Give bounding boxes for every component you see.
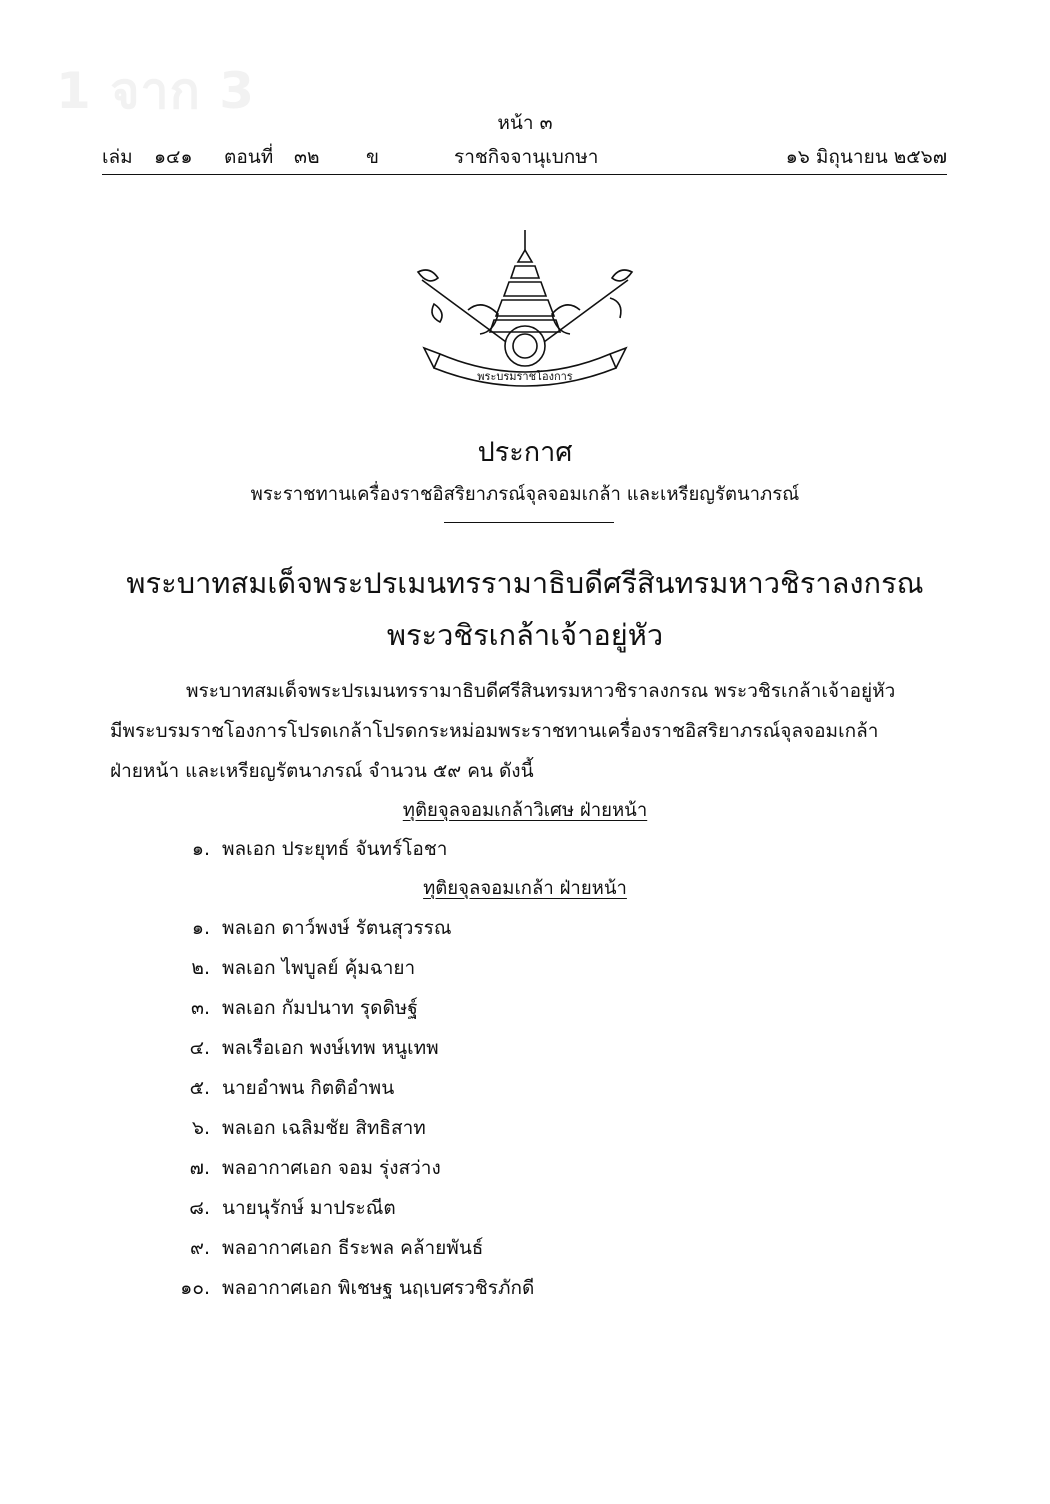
item-number: ๑. xyxy=(191,917,210,939)
item-number: ๖. xyxy=(191,1117,210,1139)
item-name: พลเอก กัมปนาท รุดดิษฐ์ xyxy=(222,997,418,1019)
item-name: พลเอก เฉลิมชัย สิทธิสาท xyxy=(222,1117,426,1139)
item-number: ๘. xyxy=(189,1197,210,1219)
section-heading-text: ทุติยจุลจอมเกล้าวิเศษ ฝ่ายหน้า xyxy=(402,800,648,821)
section-letter: ข xyxy=(366,146,379,168)
page-number: หน้า ๓ xyxy=(497,112,553,134)
item-number: ๓. xyxy=(190,997,210,1019)
item-number: ๒. xyxy=(191,957,210,979)
item-number: ๕. xyxy=(189,1077,210,1099)
king-name-line2: พระวชิรเกล้าเจ้าอยู่หัว xyxy=(386,618,664,652)
announcement-title: ประกาศ xyxy=(477,437,573,468)
item-number: ๗. xyxy=(189,1157,210,1179)
royal-emblem-icon xyxy=(410,222,640,394)
item-name: พลเอก ดาว์พงษ์ รัตนสุวรรณ xyxy=(222,917,452,939)
announcement-subtitle: พระราชทานเครื่องราชอิสริยาภรณ์จุลจอมเกล้า และเหรียญรัตนาภรณ์ xyxy=(250,484,800,505)
body-line1: พระบาทสมเด็จพระปรเมนทรรามาธิบดีศรีสินทรมหาวชิราลงกรณ พระวชิรเกล้าเจ้าอยู่หัว xyxy=(186,680,896,702)
section-heading xyxy=(0,874,1050,903)
gazette-header xyxy=(102,142,947,172)
item-number: ๔. xyxy=(189,1037,210,1059)
item-name: นายอำพน กิตติอำพน xyxy=(222,1077,395,1099)
item-name: พลอากาศเอก ธีระพล คล้ายพันธ์ xyxy=(222,1237,484,1259)
item-name: พลเอก ไพบูลย์ คุ้มฉายา xyxy=(222,957,416,979)
volume-label: เล่ม xyxy=(102,146,133,168)
section-heading xyxy=(0,796,1050,825)
issue-number: ๓๒ xyxy=(294,146,320,168)
title-divider xyxy=(444,522,614,523)
item-name: พลเอก ประยุทธ์ จันทร์โอชา xyxy=(222,838,448,860)
page-count-watermark: 1 จาก 3 xyxy=(56,62,256,120)
gazette-name: ราชกิจจานุเบกษา xyxy=(454,146,599,168)
item-number: ๑. xyxy=(191,838,210,860)
item-name: พลเรือเอก พงษ์เทพ หนูเทพ xyxy=(222,1037,439,1059)
publication-date: ๑๖ มิถุนายน ๒๕๖๗ xyxy=(785,146,947,168)
header-divider xyxy=(102,174,947,175)
section-heading-text: ทุติยจุลจอมเกล้า ฝ่ายหน้า xyxy=(423,878,627,899)
king-name-line1: พระบาทสมเด็จพระปรเมนทรรามาธิบดีศรีสินทรมหาวชิราลงกรณ xyxy=(126,566,924,600)
issue-label: ตอนที่ xyxy=(224,146,274,168)
item-number: ๙. xyxy=(190,1237,210,1259)
item-name: พลอากาศเอก จอม รุ่งสว่าง xyxy=(222,1157,441,1179)
body-line3: ฝ่ายหน้า และเหรียญรัตนาภรณ์ จำนวน ๕๙ คน ดังนี้ xyxy=(110,760,534,782)
body-line2: มีพระบรมราชโองการโปรดเกล้าโปรดกระหม่อมพระราชทานเครื่องราชอิสริยาภรณ์จุลจอมเกล้า xyxy=(110,720,879,742)
item-number: ๑๐. xyxy=(180,1277,210,1299)
item-name: นายนุรักษ์ มาประณีต xyxy=(222,1197,396,1219)
item-name: พลอากาศเอก พิเชษฐ นฤเบศรวชิรภักดี xyxy=(222,1277,535,1299)
volume-number: ๑๔๑ xyxy=(154,146,193,168)
emblem-ribbon-text: พระบรมราชโองการ xyxy=(477,370,573,383)
